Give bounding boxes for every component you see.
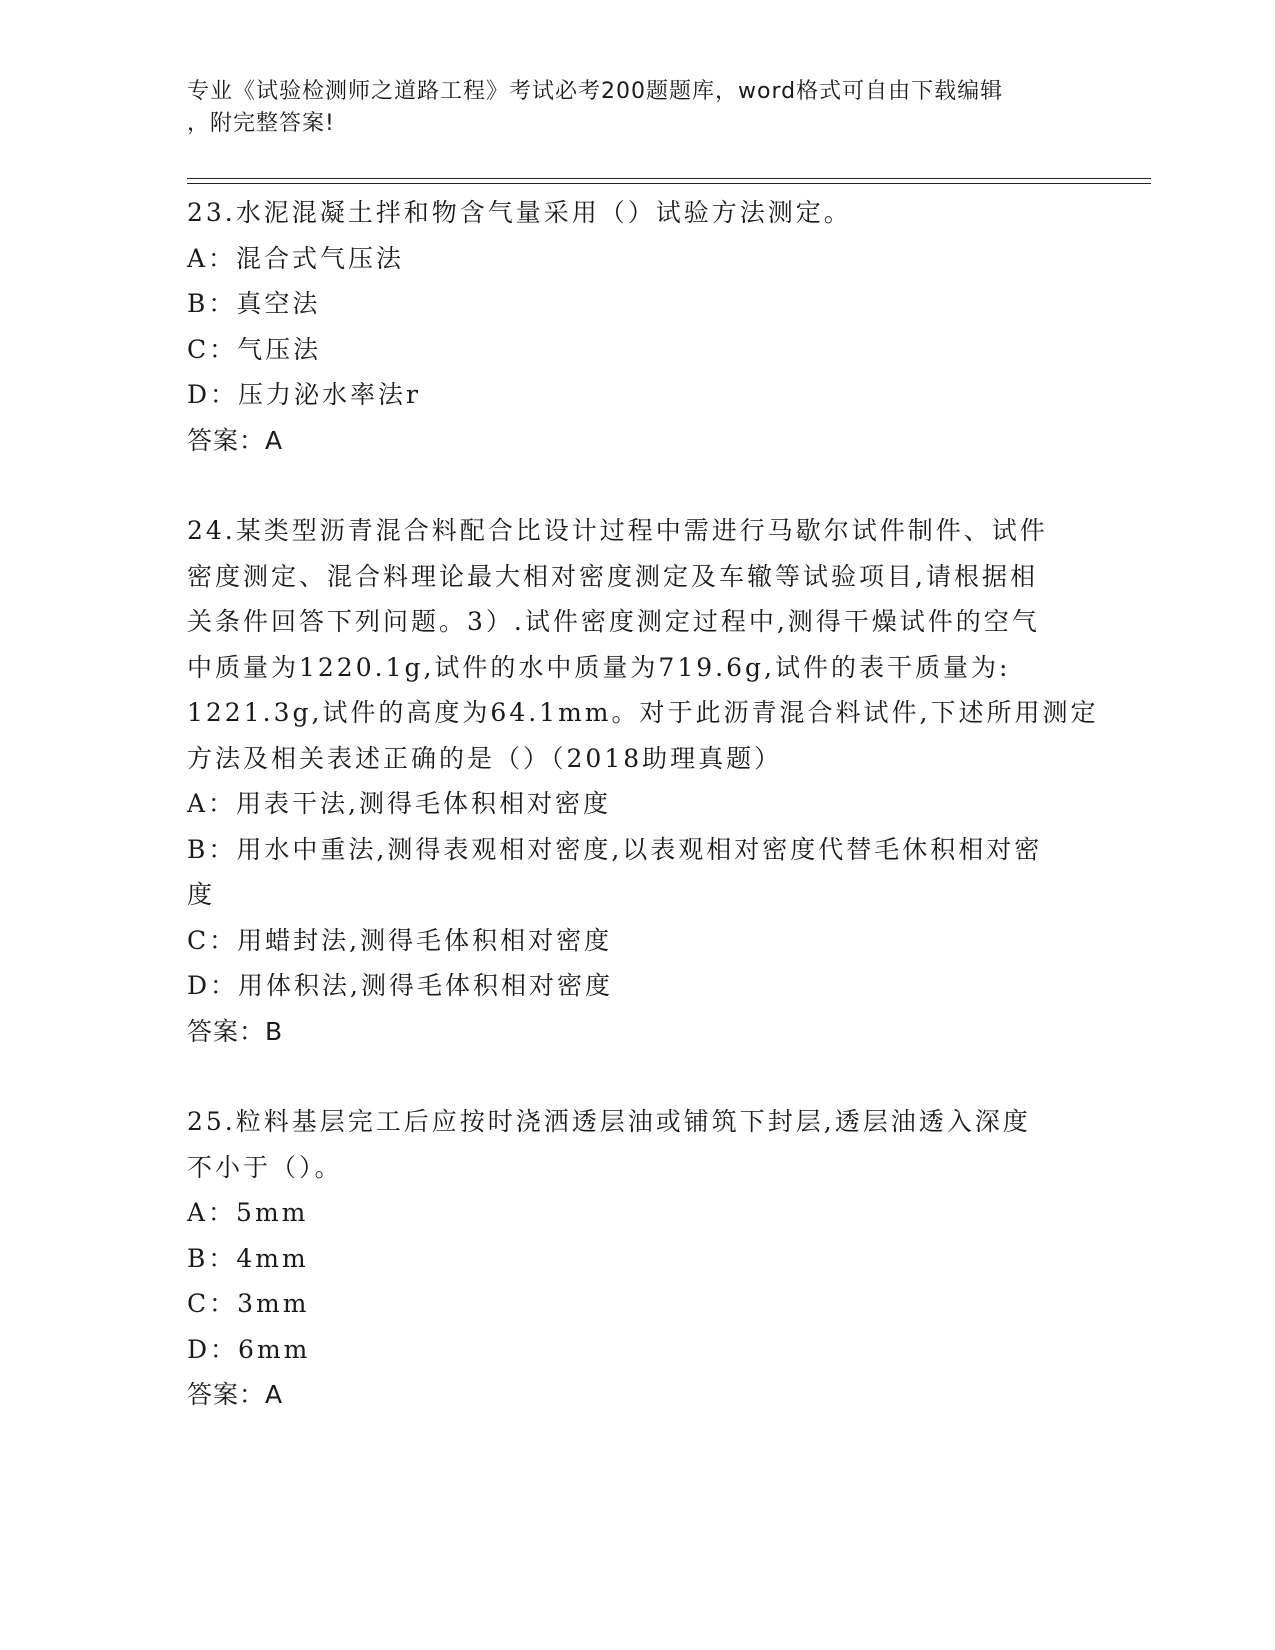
option-b: B：真空法 bbox=[187, 289, 321, 318]
question-list bbox=[187, 190, 1099, 1463]
question-stem-line: 1221.3g,试件的高度为64.1mm。对于此沥青混合料试件,下述所用测定 bbox=[187, 698, 1099, 727]
header-line-2: ，附完整答案! bbox=[187, 111, 335, 136]
question-stem-line: 密度测定、混合料理论最大相对密度测定及车辙等试验项目,请根据相 bbox=[187, 561, 1038, 591]
question-stem-line: 24.某类型沥青混合料配合比设计过程中需进行马歇尔试件制件、试件 bbox=[187, 516, 1048, 545]
option-d: D：压力泌水率法r bbox=[187, 380, 421, 409]
option-c: C：气压法 bbox=[187, 334, 322, 364]
answer-line: 答案：A bbox=[187, 425, 284, 455]
option-d: D：用体积法,测得毛体积相对密度 bbox=[187, 971, 613, 1000]
question-25 bbox=[187, 1099, 1087, 1418]
question-stem-line: 方法及相关表述正确的是（）（2018助理真题） bbox=[187, 743, 783, 773]
question-stem-line: 25.粒料基层完工后应按时浇洒透层油或铺筑下封层,透层油透入深度 bbox=[187, 1107, 1031, 1136]
question-stem-line: 不小于（）。 bbox=[187, 1152, 343, 1182]
header-line-1: 专业《试验检测师之道路工程》考试必考200题题库，word格式可自由下载编辑 bbox=[187, 79, 1004, 104]
question-23 bbox=[187, 190, 1087, 463]
header-divider-top bbox=[187, 178, 1151, 179]
option-b: B：用水中重法,测得表观相对密度,以表观相对密度代替毛休积相对密 bbox=[187, 834, 1043, 864]
question-stem-line: 关条件回答下列问题。3）.试件密度测定过程中,测得干燥试件的空气 bbox=[187, 607, 1040, 636]
answer-line: 答案：A bbox=[187, 1380, 284, 1409]
header-divider-bottom bbox=[187, 183, 1151, 184]
document-header bbox=[187, 76, 1067, 140]
answer-line: 答案：B bbox=[187, 1016, 284, 1046]
option-c: C：3mm bbox=[187, 1289, 310, 1318]
option-b: B：4mm bbox=[187, 1243, 309, 1273]
question-24 bbox=[187, 508, 1099, 1054]
option-a: A：5mm bbox=[187, 1198, 309, 1227]
option-a: A：混合式气压法 bbox=[187, 243, 405, 273]
option-d: D：6mm bbox=[187, 1334, 311, 1364]
option-a: A：用表干法,测得毛体积相对密度 bbox=[187, 789, 612, 818]
option-c: C：用蜡封法,测得毛体积相对密度 bbox=[187, 925, 613, 955]
question-stem-line: 23.水泥混凝土拌和物含气量采用（）试验方法测定。 bbox=[187, 198, 852, 227]
option-b-continuation: 度 bbox=[187, 880, 216, 909]
question-stem-line: 中质量为1220.1g,试件的水中质量为719.6g,试件的表干质量为: bbox=[187, 652, 1011, 682]
